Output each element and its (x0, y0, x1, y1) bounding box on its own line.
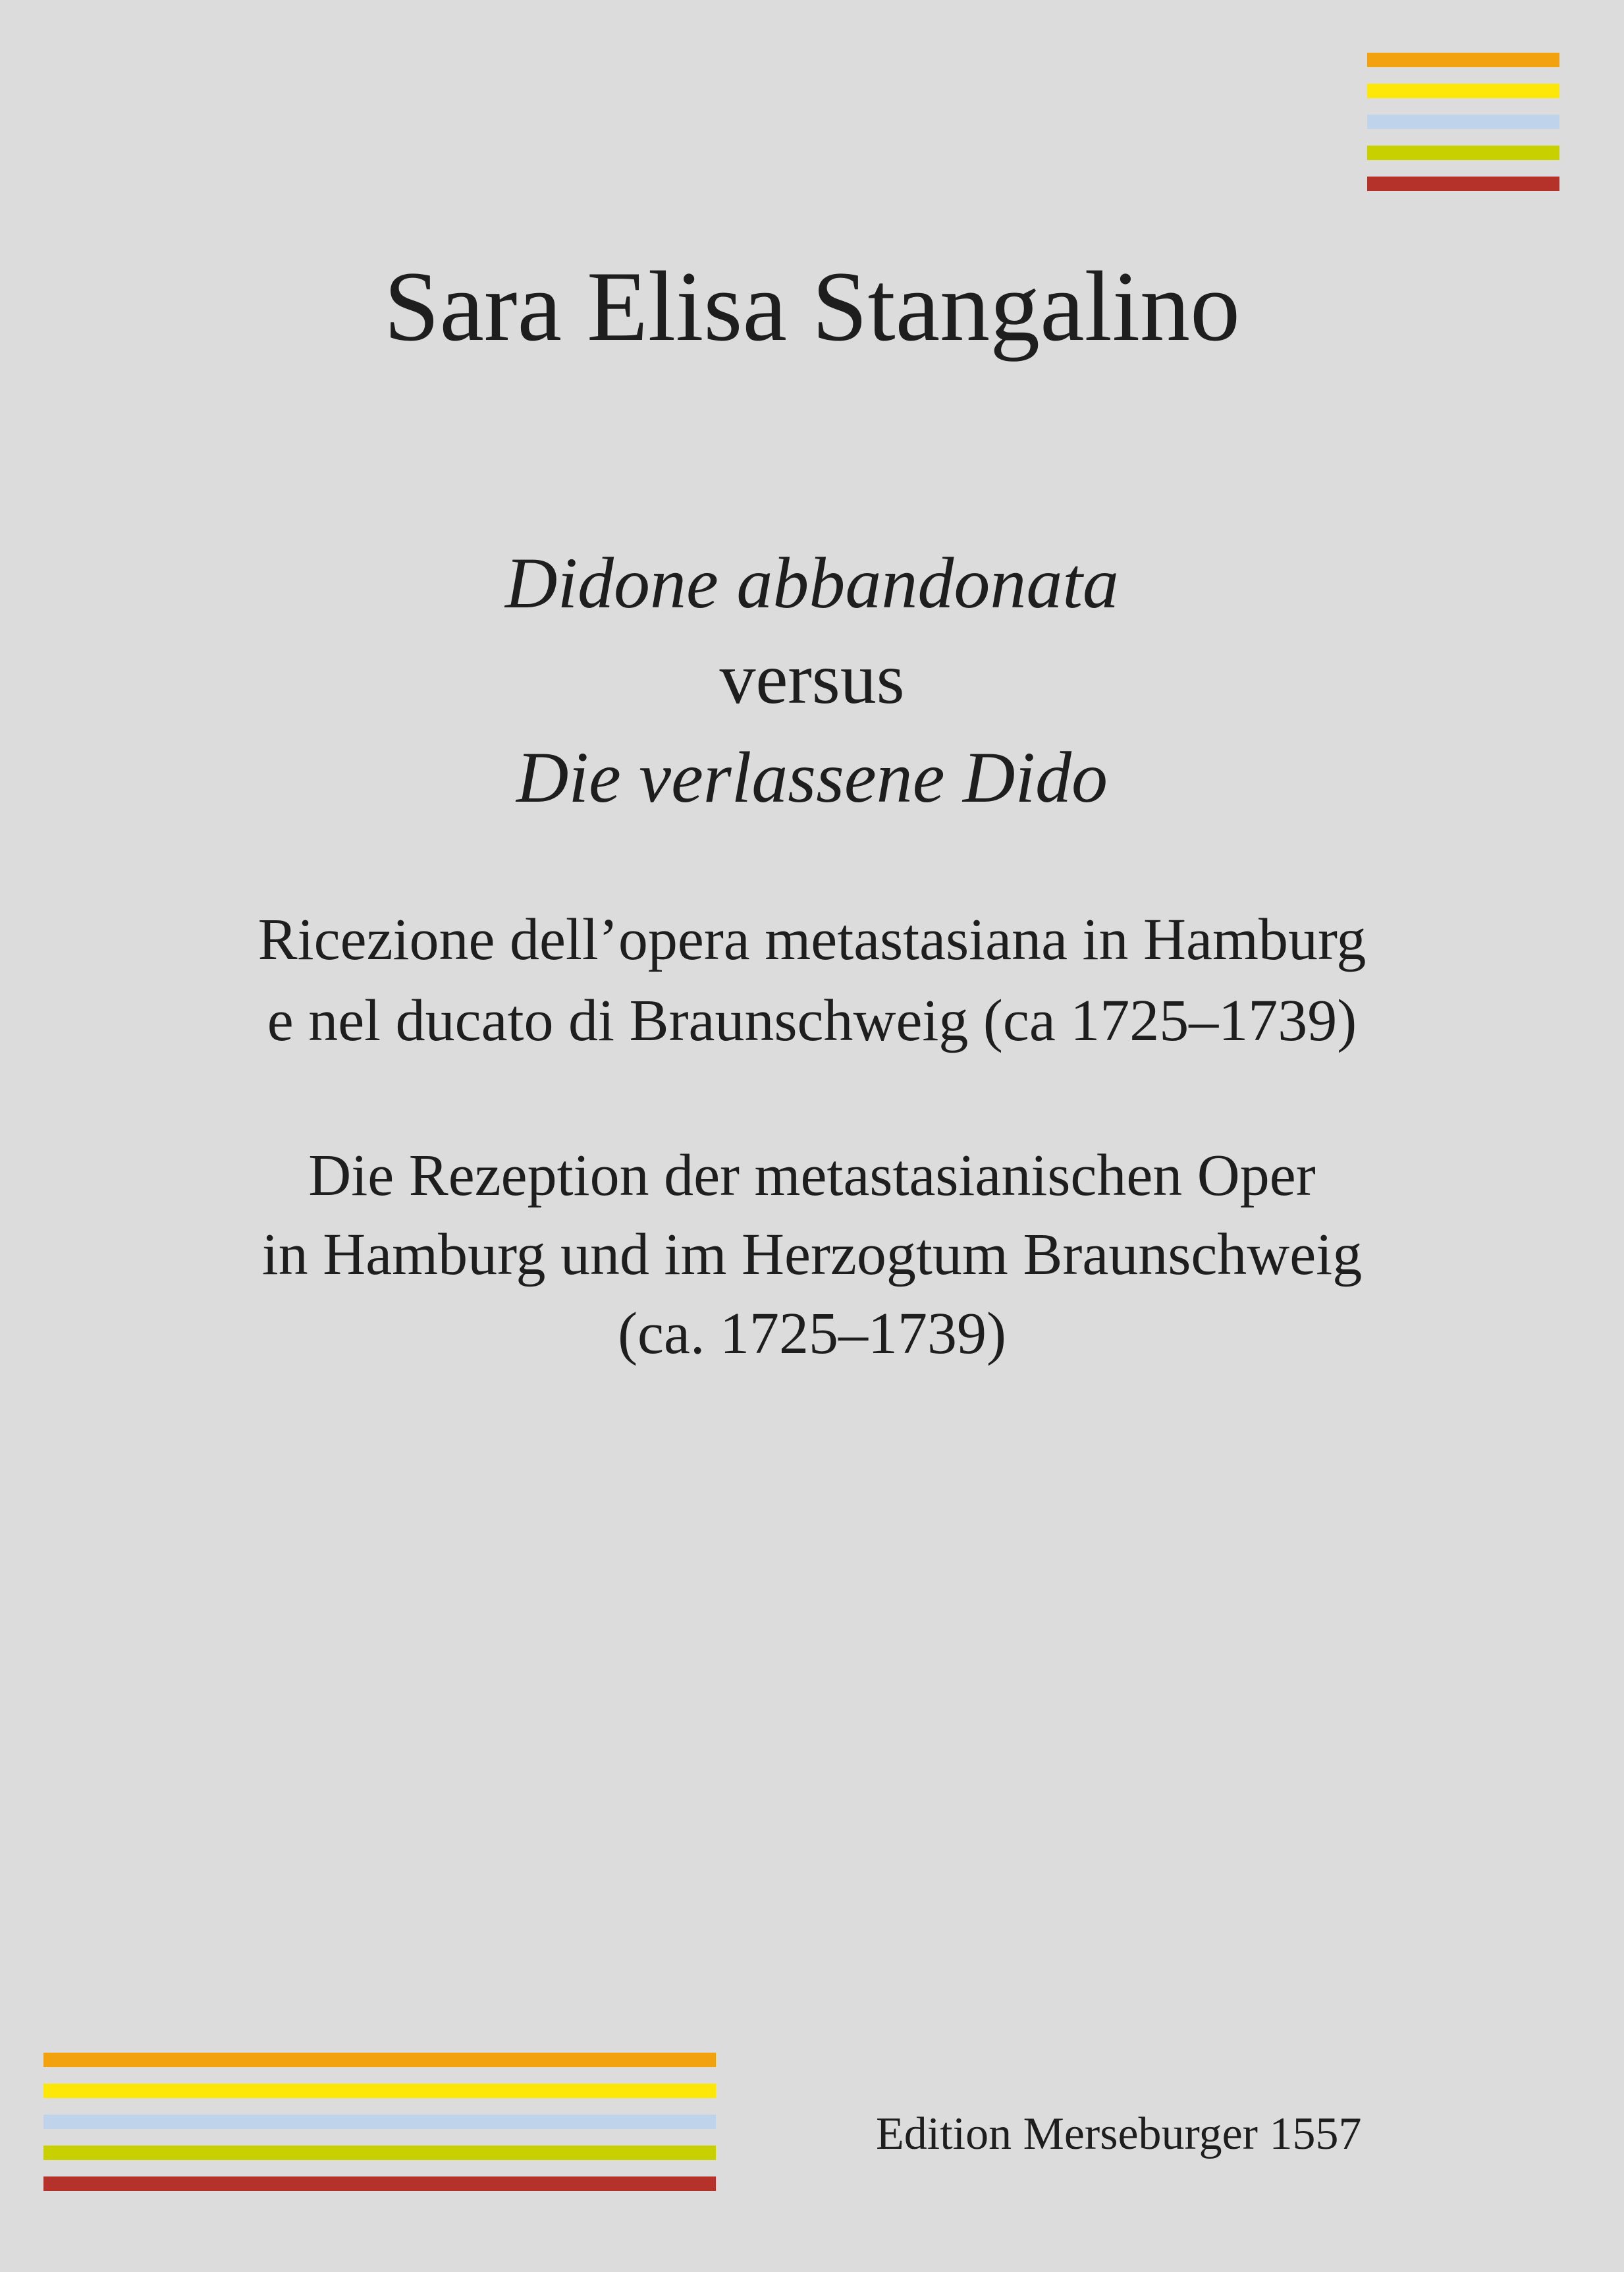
color-stripes-bottom (43, 2053, 716, 2192)
stripe-light-blue (43, 2115, 716, 2129)
subtitle-german-line: (ca. 1725–1739) (618, 1301, 1006, 1366)
stripe-orange (1367, 53, 1559, 67)
color-stripes-top (1367, 53, 1559, 192)
title-italian: Didone abbandonata (505, 543, 1119, 623)
stripe-yellow (43, 2084, 716, 2098)
title-german: Die verlassene Dido (516, 737, 1108, 817)
stripe-red (43, 2176, 716, 2191)
publisher-imprint: Edition Merseburger 1557 (876, 2109, 1362, 2159)
stripe-red (1367, 177, 1559, 191)
subtitle-italian-line: e nel ducato di Braunschweig (ca 1725–1739) (267, 988, 1357, 1053)
title-connector: versus (719, 638, 905, 719)
author-name: Sara Elisa Stangalino (383, 251, 1241, 362)
stripe-lime (1367, 146, 1559, 160)
stripe-light-blue (1367, 115, 1559, 129)
stripe-lime (43, 2146, 716, 2160)
stripe-orange (43, 2053, 716, 2067)
subtitle-german-line: in Hamburg und im Herzogtum Braunschweig (261, 1222, 1363, 1287)
stripe-yellow (1367, 84, 1559, 98)
subtitle-italian-line: Ricezione dell’opera metastasiana in Hamburg (257, 907, 1367, 972)
subtitle-german-line: Die Rezeption der metastasianischen Oper (308, 1143, 1316, 1208)
